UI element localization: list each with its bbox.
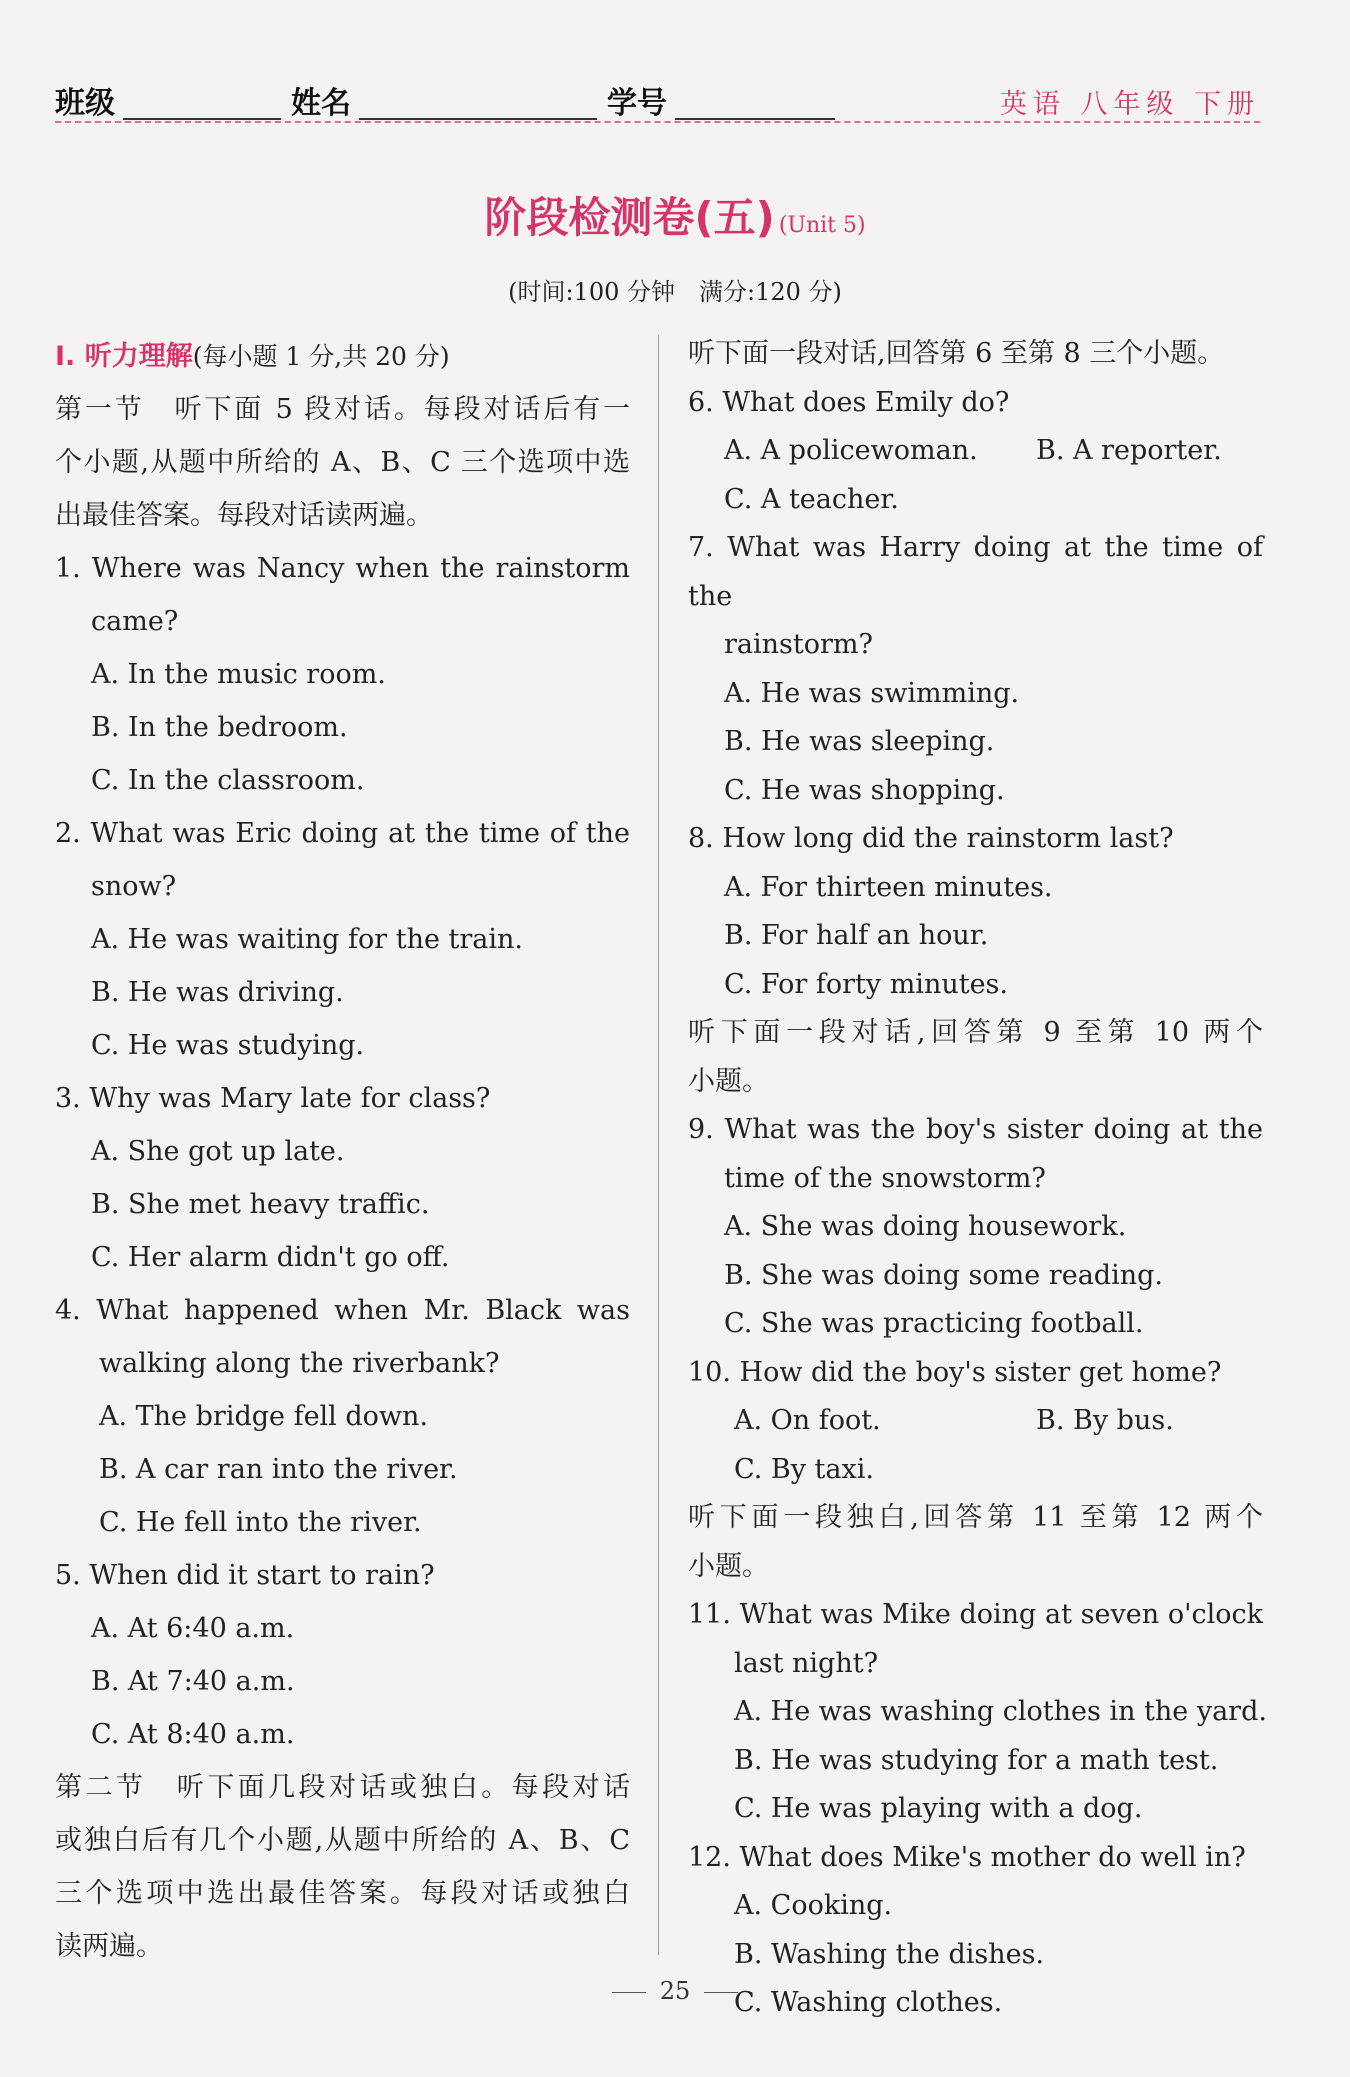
section-note: (每小题 1 分,共 20 分)	[192, 342, 450, 371]
subject-label: 英语 八年级 下册	[999, 89, 1260, 120]
right-column	[688, 330, 1267, 2028]
name-blank[interactable]	[359, 118, 597, 120]
option-a[interactable]: A. He was washing clothes in the yard.	[734, 1696, 1267, 1727]
option-a[interactable]: A. She was doing housework.	[724, 1211, 1127, 1242]
instruction-line: 读两遍。	[55, 1931, 163, 1962]
section-title: Ⅰ. 听力理解	[55, 341, 193, 372]
option-b[interactable]: B. She was doing some reading.	[724, 1259, 1163, 1291]
test-title	[0, 185, 1350, 245]
section-heading	[55, 330, 630, 383]
header-divider	[55, 121, 1260, 123]
option-row	[688, 427, 1263, 476]
option-c[interactable]: C. For forty minutes.	[724, 968, 1008, 1000]
instruction-line: 或独白后有几个小题,从题中所给的 A、B、C	[55, 1825, 630, 1856]
question-stem: 11. What was Mike doing at seven o'clock	[688, 1599, 1263, 1630]
column-divider	[658, 335, 659, 1955]
question-stem: 8. How long did the rainstorm last?	[688, 823, 1174, 854]
class-blank[interactable]	[123, 118, 281, 120]
option-b[interactable]: B. A reporter.	[1036, 435, 1222, 466]
option-c[interactable]: C. By taxi.	[734, 1453, 874, 1485]
question-stem: 7. What was Harry doing at the time of the	[688, 532, 1263, 612]
name-label: 姓名	[291, 86, 351, 121]
option-row	[688, 1397, 1263, 1446]
option-b[interactable]: B. By bus.	[1036, 1405, 1174, 1436]
option-a[interactable]: A. He was waiting for the train.	[91, 924, 523, 955]
footer-dash-right	[704, 1992, 738, 1993]
footer-dash-left	[612, 1992, 646, 1993]
question-stem: came?	[91, 606, 179, 637]
option-c[interactable]: C. He fell into the river.	[99, 1507, 422, 1538]
instruction-line: 小题。	[688, 1065, 769, 1097]
question-stem: 6. What does Emily do?	[688, 386, 1010, 418]
option-a[interactable]: A. He was swimming.	[724, 677, 1020, 709]
instruction-line: 听下面一段对话,回答第 9 至第 10 两个	[688, 1017, 1263, 1048]
question-stem: 4. What happened when Mr. Black was	[55, 1295, 630, 1326]
question-stem: 1. Where was Nancy when the rainstorm	[55, 553, 630, 584]
question-stem: walking along the riverbank?	[99, 1348, 500, 1379]
question-stem: 3. Why was Mary late for class?	[55, 1083, 491, 1114]
option-a[interactable]: A. She got up late.	[91, 1136, 345, 1167]
question-stem: 10. How did the boy's sister get home?	[688, 1356, 1222, 1388]
option-a[interactable]: A. On foot.	[734, 1405, 881, 1436]
option-b[interactable]: B. He was studying for a math test.	[734, 1744, 1219, 1776]
id-blank[interactable]	[675, 118, 835, 120]
option-c[interactable]: C. Washing clothes.	[734, 1987, 1003, 2018]
question-stem: 9. What was the boy's sister doing at the	[688, 1114, 1263, 1145]
option-a[interactable]: A. In the music room.	[91, 659, 386, 690]
title-main: 阶段检测卷(五)	[484, 193, 775, 242]
option-b[interactable]: B. Washing the dishes.	[734, 1938, 1045, 1970]
question-stem: last night?	[734, 1647, 879, 1679]
instruction-line: 听下面一段独白,回答第 11 至第 12 两个	[688, 1502, 1263, 1533]
option-c[interactable]: C. Her alarm didn't go off.	[91, 1242, 450, 1273]
option-b[interactable]: B. A car ran into the river.	[99, 1454, 458, 1485]
option-a[interactable]: A. At 6:40 a.m.	[91, 1613, 295, 1644]
instruction-line: 第二节 听下面几段对话或独白。每段对话	[55, 1772, 630, 1803]
option-b[interactable]: B. She met heavy traffic.	[91, 1189, 430, 1220]
option-c[interactable]: C. He was playing with a dog.	[734, 1793, 1143, 1824]
option-b[interactable]: B. At 7:40 a.m.	[91, 1666, 295, 1697]
option-c[interactable]: C. At 8:40 a.m.	[91, 1719, 295, 1750]
page-number: 25	[659, 1977, 691, 2005]
instruction-line: 三个选项中选出最佳答案。每段对话或独白	[55, 1878, 630, 1909]
question-stem: 12. What does Mike's mother do well in?	[688, 1841, 1246, 1873]
instruction-line: 出最佳答案。每段对话读两遍。	[55, 500, 433, 531]
instruction-line: 听下面一段对话,回答第 6 至第 8 三个小题。	[688, 338, 1225, 369]
option-c[interactable]: C. He was shopping.	[724, 774, 1005, 806]
question-stem: snow?	[91, 871, 177, 902]
option-b[interactable]: B. He was driving.	[91, 977, 344, 1008]
question-stem: 5. When did it start to rain?	[55, 1560, 435, 1591]
option-b[interactable]: B. For half an hour.	[724, 920, 989, 951]
instruction-line: 小题。	[688, 1550, 769, 1582]
option-a[interactable]: A. For thirteen minutes.	[724, 871, 1053, 903]
option-c[interactable]: C. A teacher.	[724, 483, 899, 515]
question-stem: rainstorm?	[724, 629, 873, 660]
option-a[interactable]: A. The bridge fell down.	[99, 1401, 429, 1432]
question-stem: time of the snowstorm?	[724, 1162, 1046, 1194]
question-stem: 2. What was Eric doing at the time of the	[55, 818, 630, 849]
option-b[interactable]: B. He was sleeping.	[724, 726, 995, 757]
option-c[interactable]: C. She was practicing football.	[724, 1308, 1144, 1339]
option-c[interactable]: C. In the classroom.	[91, 765, 365, 796]
option-a[interactable]: A. Cooking.	[734, 1890, 893, 1921]
option-b[interactable]: B. In the bedroom.	[91, 712, 348, 743]
option-c[interactable]: C. He was studying.	[91, 1030, 365, 1061]
page-footer	[0, 1977, 1350, 2005]
instruction-line: 个小题,从题中所给的 A、B、C 三个选项中选	[55, 447, 630, 478]
instruction-line: 第一节 听下面 5 段对话。每段对话后有一	[55, 394, 630, 425]
left-column	[55, 330, 630, 1973]
id-label: 学号	[607, 86, 667, 121]
class-label: 班级	[55, 86, 115, 121]
option-a[interactable]: A. A policewoman.	[724, 435, 978, 466]
time-info: (时间:100 分钟 满分:120 分)	[508, 278, 842, 306]
title-unit: (Unit 5)	[778, 213, 866, 238]
